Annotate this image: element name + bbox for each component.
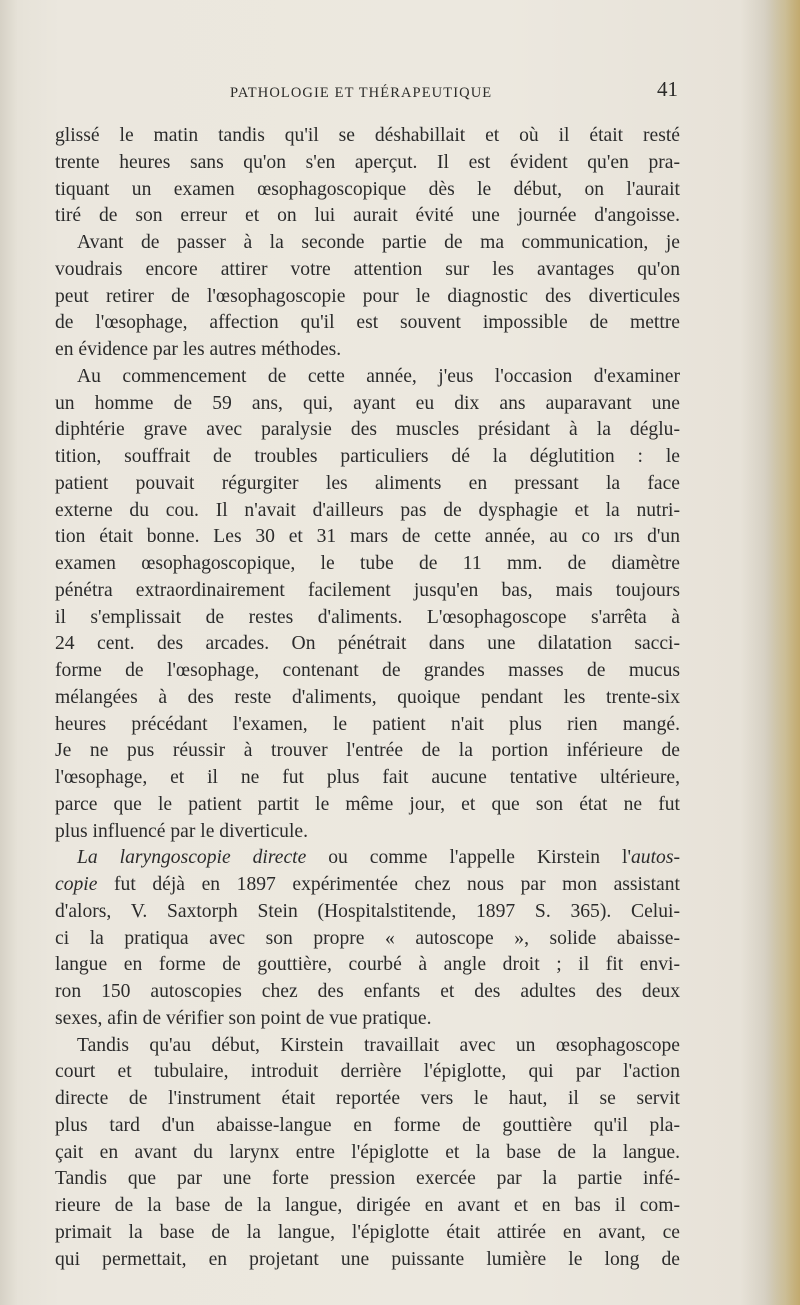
text-line: Tandis que par une forte pression exercée par la partie infé- [55,1168,680,1190]
text-line: tiquant un examen œsophagoscopique dès le début, on l'aurait [55,178,680,200]
text-line: 24 cent. des arcades. On pénétrait dans une dilatation sacci- [55,633,680,655]
text-line: Je ne pus réussir à trouver l'entrée de la portion inférieure de [55,740,680,762]
text-line: Avant de passer à la seconde partie de ma communication, je [77,232,680,253]
text-line: parce que le patient partit le même jour, et que son état ne fut [55,793,680,815]
text-line: glissé le matin tandis qu'il se déshabillait et où il était resté [55,125,680,146]
page-header [55,75,680,105]
page-edge-shadow [764,0,800,1305]
text-line: plus influencé par le diverticule. [55,820,308,842]
text-line: tion était bonne. Les 30 et 31 mars de cette année, au co ırs d'un [55,526,680,548]
text-line: court et tubulaire, introduit derrière l'épiglotte, qui par l'action [55,1061,680,1083]
text-line: Au commencement de cette année, j'eus l'occasion d'examiner [77,365,680,387]
text-line: ci la pratiqua avec son propre « autoscope », solide abaisse- [55,927,680,949]
text-line [55,845,680,872]
text-line: ron 150 autoscopies chez des enfants et des adultes des deux [55,981,680,1002]
text-line: de l'œsophage, affection qu'il est souvent impossible de mettre [55,312,680,334]
italic-text: copie [55,874,98,895]
text-line: Tandis qu'au début, Kirstein travaillait avec un œsophagoscope [77,1034,680,1056]
text-line: en évidence par les autres méthodes. [55,339,342,360]
text-line: trente heures sans qu'on s'en aperçut. Il est évident qu'en pra- [55,151,680,173]
body-text [55,123,680,1273]
text-line: il s'emplissait de restes d'aliments. L'œsophagoscope s'arrêta à [55,606,680,628]
text-line: voudrais encore attirer votre attention sur les avantages qu'on [55,258,680,280]
italic-text: La laryngoscopie directe [77,847,307,869]
text-line: langue en forme de gouttière, courbé à angle droit ; il fit envi- [55,954,680,976]
text-line: çait en avant du larynx entre l'épiglotte et la base de la langue. [55,1141,680,1163]
text-line: peut retirer de l'œsophagoscopie pour le diagnostic des diverticules [55,285,680,307]
text-segment: fut déjà en 1897 expérimentée chez nous par mon assistant [97,874,680,895]
text-line: sexes, afin de vérifier son point de vue pratique. [55,1007,432,1029]
running-title: PATHOLOGIE ET THÉRAPEUTIQUE [230,85,493,101]
text-line: d'alors, V. Saxtorph Stein (Hospitalstitende, 1897 S. 365). Celui- [55,900,680,922]
page-number: 41 [657,77,678,101]
text-line: directe de l'instrument était reportée vers le haut, il se servit [55,1088,680,1109]
text-line: plus tard d'un abaisse-langue en forme de gouttière qu'il pla- [55,1114,680,1136]
text-line: primait la base de la langue, l'épiglotte était attirée en avant, ce [55,1221,680,1243]
text-line: l'œsophage, et il ne fut plus fait aucune tentative ultérieure, [55,767,680,788]
text-line: diphtérie grave avec paralysie des muscles présidant à la déglu- [55,419,680,441]
text-line: rieure de la base de la langue, dirigée en avant et en bas il com- [55,1195,680,1216]
text-line: heures précédant l'examen, le patient n'ait plus rien mangé. [55,713,680,735]
text-segment: ou comme l'appelle Kirstein l' [306,847,631,869]
text-line: tiré de son erreur et on lui aurait évité une journée d'angoisse. [55,205,680,227]
text-line: un homme de 59 ans, qui, ayant eu dix ans auparavant une [55,392,680,414]
text-line: patient pouvait régurgiter les aliments en pressant la face [55,472,680,494]
text-line: examen œsophagoscopique, le tube de 11 mm. de diamètre [55,553,680,574]
text-line: pénétra extraordinairement facilement jusqu'en bas, mais toujours [55,579,680,601]
text-line [55,872,680,899]
text-line: mélangées à des reste d'aliments, quoique pendant les trente-six [55,686,680,708]
text-line: externe du cou. Il n'avait d'ailleurs pas de dysphagie et la nutri- [55,499,680,521]
text-line: qui permettait, en projetant une puissante lumière le long de [55,1248,680,1270]
text-line: tition, souffrait de troubles particuliers dé la déglutition : le [55,446,680,467]
text-line: forme de l'œsophage, contenant de grandes masses de mucus [55,660,680,681]
italic-text: autos- [631,847,680,869]
